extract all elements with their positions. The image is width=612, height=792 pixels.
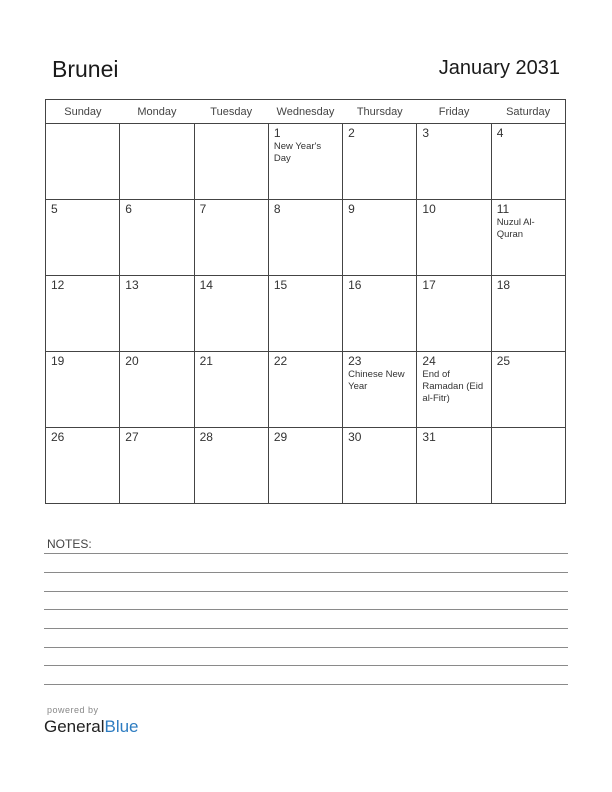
day-cell	[417, 276, 491, 352]
day-cell	[120, 352, 194, 428]
day-number: 28	[199, 430, 213, 444]
day-number: 2	[348, 126, 355, 140]
day-cell	[120, 200, 194, 276]
day-cell	[343, 352, 417, 428]
day-cell	[268, 352, 342, 428]
day-cell	[268, 428, 342, 504]
note-line	[44, 628, 568, 629]
day-cell	[194, 428, 268, 504]
weekday-sunday: Sunday	[46, 100, 120, 124]
day-cell	[268, 124, 342, 200]
day-cell	[194, 352, 268, 428]
day-cell	[46, 276, 120, 352]
day-number: 25	[496, 354, 511, 368]
day-cell	[120, 428, 194, 504]
day-cell	[46, 428, 120, 504]
note-line	[44, 684, 568, 685]
weekday-saturday: Saturday	[491, 100, 565, 124]
day-number: 31	[422, 430, 436, 444]
brand-blue: Blue	[104, 717, 139, 736]
day-number: 20	[125, 354, 139, 368]
weekday-thursday: Thursday	[343, 100, 417, 124]
day-number: 29	[273, 430, 288, 444]
day-cell	[120, 124, 194, 200]
day-cell	[268, 276, 342, 352]
day-number: 6	[125, 202, 132, 216]
day-number: 4	[496, 126, 504, 140]
day-number: 1	[273, 126, 281, 140]
month-year-title: January 2031	[438, 57, 560, 79]
note-line	[44, 553, 568, 554]
week-row	[46, 428, 566, 504]
day-cell	[491, 276, 565, 352]
day-cell	[194, 200, 268, 276]
weekday-monday: Monday	[120, 100, 194, 124]
holiday-label: Chinese New Year	[348, 369, 405, 392]
day-cell	[417, 428, 491, 504]
notes-label: NOTES:	[47, 537, 92, 551]
week-row	[46, 352, 566, 428]
day-cell	[491, 200, 565, 276]
day-cell	[491, 428, 565, 504]
day-cell	[343, 276, 417, 352]
day-number: 15	[273, 278, 288, 292]
day-cell	[417, 352, 491, 428]
note-line	[44, 647, 568, 648]
day-cell	[491, 124, 565, 200]
day-cell	[343, 200, 417, 276]
day-number: 7	[199, 202, 207, 216]
day-number: 3	[422, 126, 430, 140]
day-number: 21	[199, 354, 213, 368]
day-cell	[194, 124, 268, 200]
day-cell	[46, 200, 120, 276]
weekday-friday: Friday	[417, 100, 491, 124]
day-number: 5	[51, 202, 58, 216]
day-number: 19	[51, 354, 65, 368]
day-number: 27	[125, 430, 139, 444]
day-number: 8	[273, 202, 281, 216]
holiday-label: Nuzul Al-Quran	[496, 217, 535, 240]
day-cell	[120, 276, 194, 352]
week-row	[46, 200, 566, 276]
day-number: 10	[422, 202, 436, 216]
holiday-label: New Year's Day	[273, 141, 322, 164]
note-line	[44, 609, 568, 610]
day-number: 16	[348, 278, 362, 292]
day-cell	[417, 200, 491, 276]
calendar-grid	[45, 99, 566, 504]
note-line	[44, 665, 568, 666]
day-cell	[491, 352, 565, 428]
weekday-wednesday: Wednesday	[268, 100, 342, 124]
day-number: 11	[496, 202, 510, 216]
day-number: 18	[496, 278, 511, 292]
powered-by-text: powered by	[47, 705, 99, 715]
day-number: 22	[273, 354, 288, 368]
day-number: 30	[348, 430, 362, 444]
day-number: 24	[422, 354, 436, 368]
day-number: 17	[422, 278, 436, 292]
weekday-tuesday: Tuesday	[194, 100, 268, 124]
day-cell	[46, 124, 120, 200]
day-cell	[417, 124, 491, 200]
note-line	[44, 591, 568, 592]
day-cell	[343, 124, 417, 200]
day-cell	[268, 200, 342, 276]
day-number: 9	[348, 202, 355, 216]
note-line	[44, 572, 568, 573]
day-cell	[46, 352, 120, 428]
week-row	[46, 276, 566, 352]
weekday-header-row	[46, 100, 566, 124]
day-number: 26	[51, 430, 65, 444]
holiday-label: End of Ramadan (Eid al-Fitr)	[422, 369, 484, 404]
day-number: 12	[51, 278, 65, 292]
week-row	[46, 124, 566, 200]
day-cell	[194, 276, 268, 352]
day-cell	[343, 428, 417, 504]
brand-general: General	[44, 717, 105, 736]
day-number: 13	[125, 278, 139, 292]
generalblue-logo	[44, 717, 139, 737]
day-number: 23	[348, 354, 362, 368]
country-title: Brunei	[52, 56, 119, 82]
day-number: 14	[199, 278, 213, 292]
